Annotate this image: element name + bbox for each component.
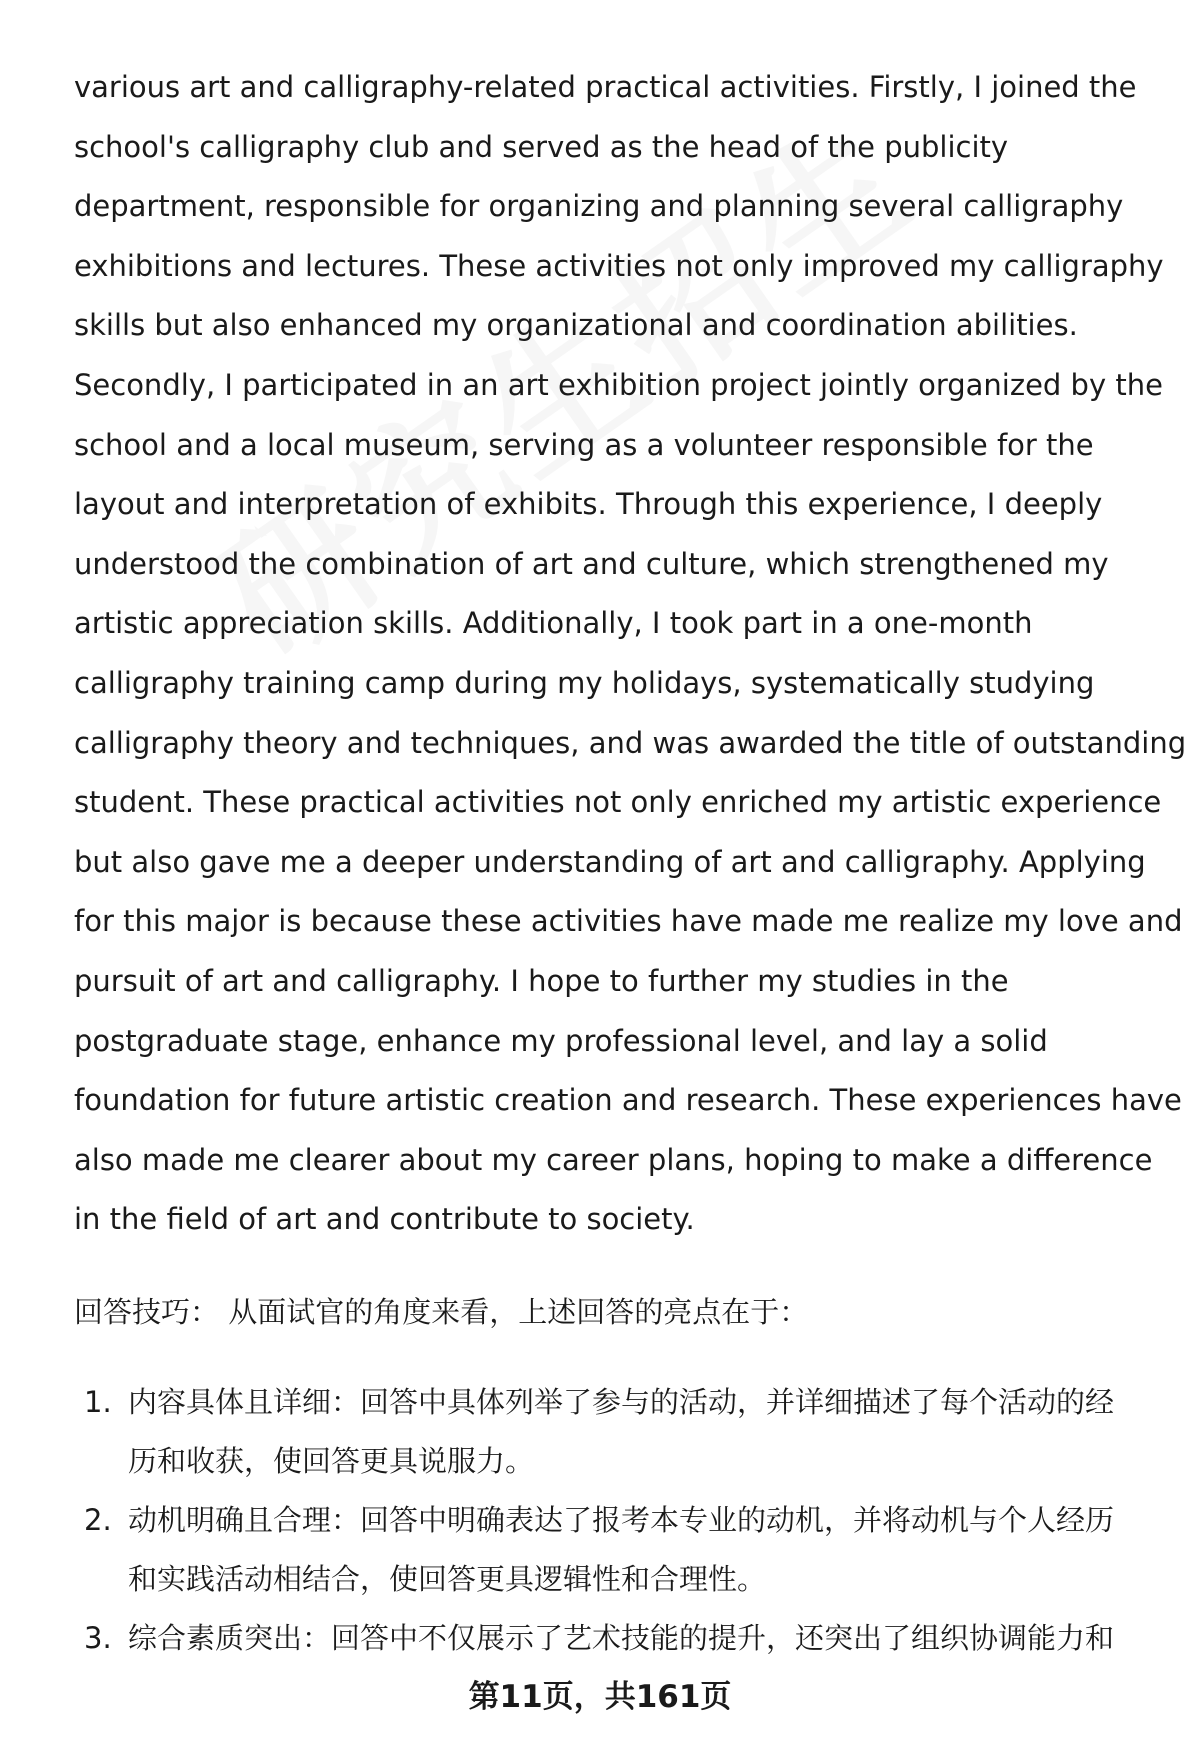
tips-heading: 回答技巧： 从面试官的角度来看，上述回答的亮点在于： [74,1295,809,1329]
list-item-text: 历和收获，使回答更具说服力。 [128,1444,535,1478]
body-line: school's calligraphy club and served as the head of the publicity [74,129,1009,164]
list-number: 1. [84,1385,112,1419]
list-item-text: 和实践活动相结合，使回答更具逻辑性和合理性。 [128,1562,767,1596]
body-line: exhibitions and lectures. These activities not only improved my calligraphy [74,248,1164,283]
body-line: also made me clearer about my career plans, hoping to make a difference [74,1142,1153,1177]
body-line: calligraphy training camp during my holidays, systematically studying [74,665,1095,700]
body-line: Secondly, I participated in an art exhibition project jointly organized by the [74,367,1163,402]
list-item-text: 综合素质突出：回答中不仅展示了艺术技能的提升，还突出了组织协调能力和 [128,1621,1115,1655]
body-line: in the field of art and contribute to society. [74,1202,695,1237]
list-number: 2. [84,1503,112,1537]
body-line: school and a local museum, serving as a volunteer responsible for the [74,427,1094,462]
body-line: pursuit of art and calligraphy. I hope to further my studies in the [74,963,1009,998]
list-item-text: 动机明确且合理：回答中明确表达了报考本专业的动机，并将动机与个人经历 [128,1503,1115,1537]
body-line: layout and interpretation of exhibits. Through this experience, I deeply [74,487,1103,522]
tips-list [74,1373,1174,1668]
body-line: but also gave me a deeper understanding of art and calligraphy. Applying [74,844,1146,879]
body-line: foundation for future artistic creation and research. These experiences have [74,1083,1182,1118]
list-item-text: 内容具体且详细：回答中具体列举了参与的活动，并详细描述了每个活动的经 [128,1385,1115,1419]
body-line: skills but also enhanced my organizational and coordination abilities. [74,308,1078,343]
page-number: 第11页，共161页 [468,1679,732,1715]
body-line: student. These practical activities not only enriched my artistic experience [74,785,1162,820]
body-line: understood the combination of art and culture, which strengthened my [74,546,1109,581]
body-line: calligraphy theory and techniques, and was awarded the title of outstanding [74,725,1187,760]
body-line: department, responsible for organizing and planning several calligraphy [74,189,1124,224]
body-line: for this major is because these activities have made me realize my love and [74,904,1183,939]
body-line: postgraduate stage, enhance my professional level, and lay a solid [74,1023,1048,1058]
list-item [74,1609,1174,1668]
answer-body [74,58,1187,1250]
list-number: 3. [84,1621,112,1655]
list-item [74,1373,1174,1491]
body-line: various art and calligraphy-related practical activities. Firstly, I joined the [74,70,1137,104]
body-line: artistic appreciation skills. Additionally, I took part in a one-month [74,606,1033,641]
list-item [74,1491,1174,1609]
